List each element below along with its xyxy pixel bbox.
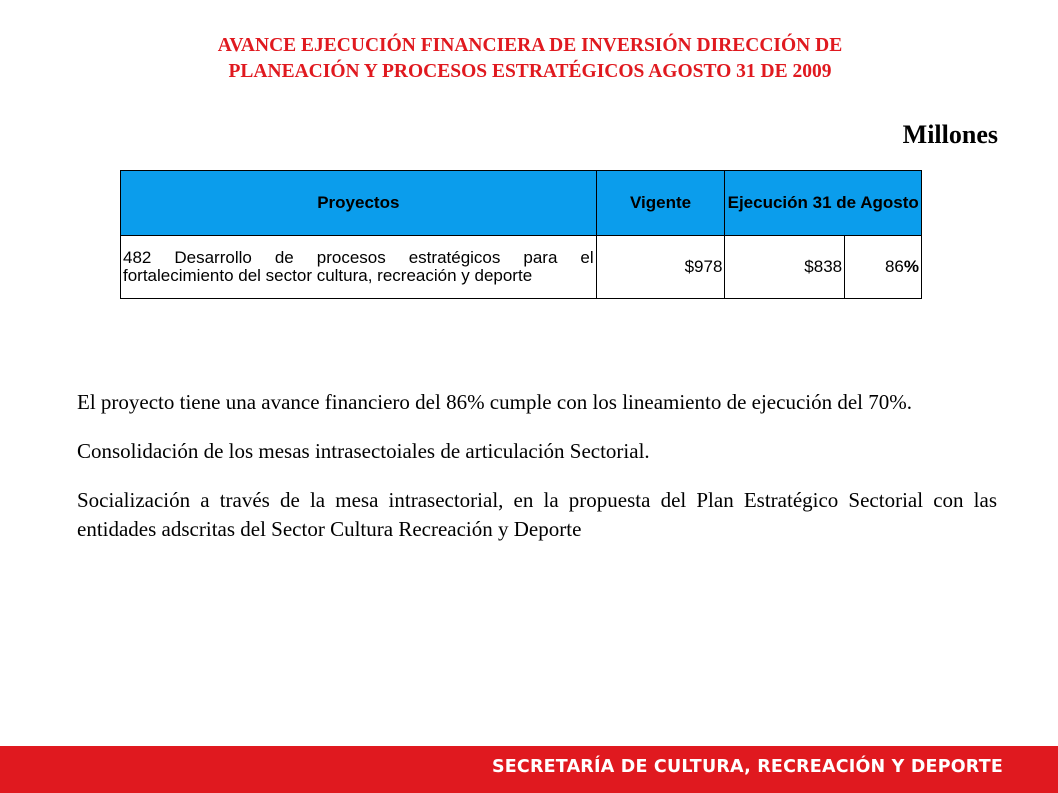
executed-value-cell: $838 bbox=[725, 236, 845, 299]
header-current: Vigente bbox=[596, 171, 725, 236]
financial-table bbox=[120, 170, 922, 299]
table-header-row bbox=[121, 171, 922, 236]
paragraph-1: El proyecto tiene una avance financiero del 86% cumple con los lineamiento de ejecución del 70%. bbox=[77, 390, 913, 414]
paragraph-2: Consolidación de los mesas intrasectoiales de articulación Sectorial. bbox=[77, 439, 650, 463]
current-value-cell: $978 bbox=[596, 236, 725, 299]
percent-symbol: % bbox=[903, 257, 919, 276]
body-text bbox=[77, 388, 997, 564]
page-title bbox=[60, 33, 1000, 85]
percent-cell bbox=[845, 236, 922, 299]
percent-number: 86 bbox=[884, 257, 904, 276]
footer-label: SECRETARÍA DE CULTURA, RECREACIÓN Y DEPORTE bbox=[491, 757, 1003, 777]
paragraph-3: Socialización a través de la mesa intrasectorial, en la propuesta del Plan Estratégico Sectorial con las entidades adscritas del Sector Cultura Recreación y Deporte bbox=[77, 488, 997, 541]
table-row bbox=[121, 236, 922, 299]
header-projects: Proyectos bbox=[121, 171, 597, 236]
project-cell: 482 Desarrollo de procesos estratégicos para el fortalecimiento del sector cultura, recreación y deporte bbox=[121, 236, 597, 299]
units-label: Millones bbox=[902, 120, 998, 149]
header-execution: Ejecución 31 de Agosto bbox=[725, 171, 922, 236]
title-line-1: AVANCE EJECUCIÓN FINANCIERA DE INVERSIÓN DIRECCIÓN DE bbox=[217, 35, 843, 56]
title-line-2: PLANEACIÓN Y PROCESOS ESTRATÉGICOS AGOSTO 31 DE 2009 bbox=[228, 61, 832, 82]
footer-bar bbox=[0, 746, 1058, 793]
